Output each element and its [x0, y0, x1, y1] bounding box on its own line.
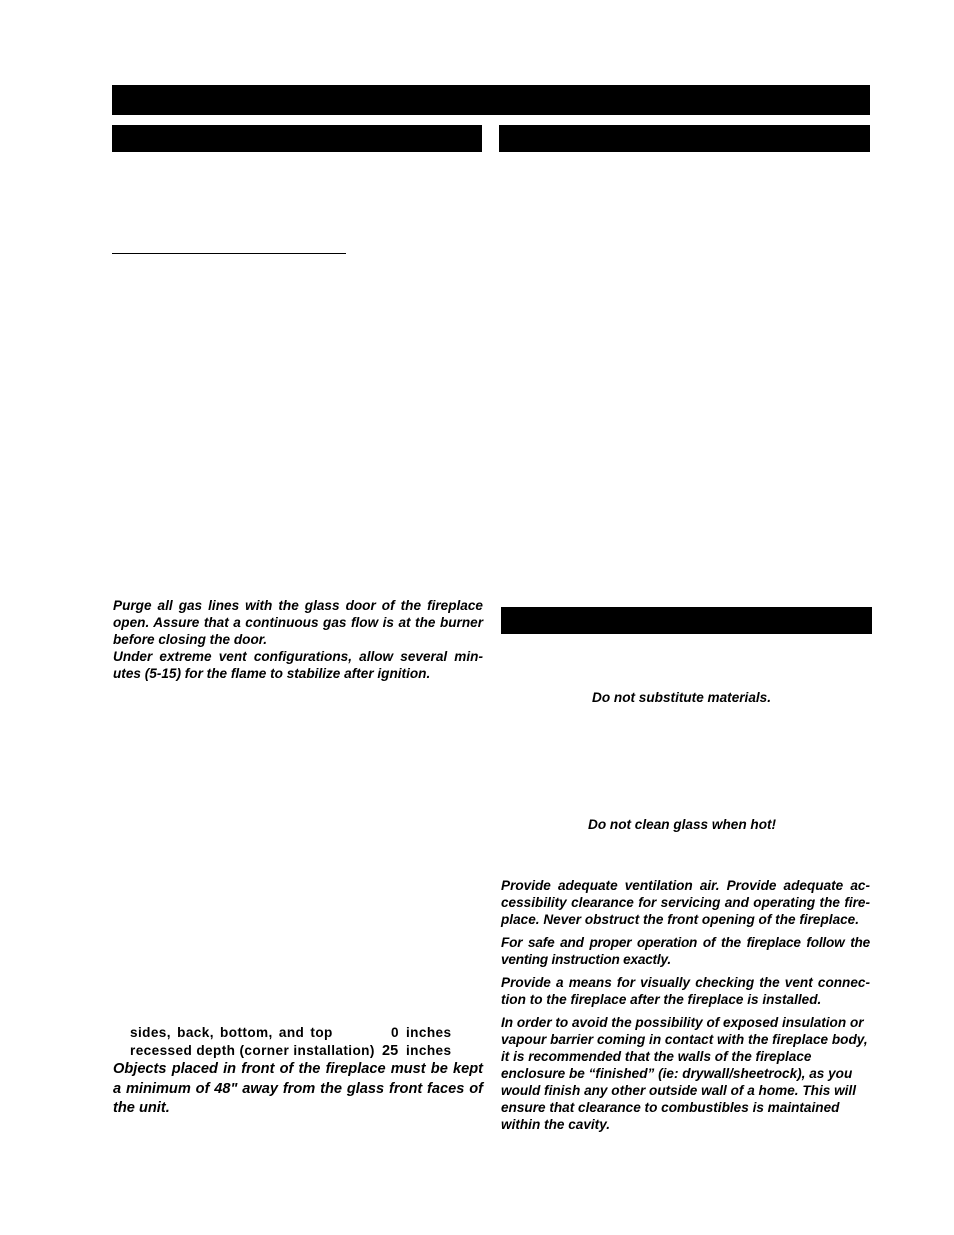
right-lower-section-header-bar — [501, 607, 872, 634]
clearances-list — [130, 1024, 470, 1060]
left-underline-rule — [112, 253, 346, 254]
no-substitute-note: Do not substitute materials. — [592, 690, 772, 705]
left-section-header-bar — [112, 125, 482, 152]
purge-note-1: Purge all gas lines with the glass door of the fireplace open. Assure that a continuous gas flow is at the burner before closing the door. — [113, 598, 483, 647]
clearance-value: 0 — [391, 1025, 399, 1040]
right-section-header-bar — [499, 125, 870, 152]
safety-note-ventilation: Provide adequate ventilation air. Provide adequate ac-cessibility clearance for servicing and operating the fire-place. Never obstruct the front opening of the fireplace. — [501, 878, 870, 927]
objects-note-text: Objects placed in front of the fireplace must be kept a minimum of 48" away from the glass front faces of the unit. — [113, 1061, 483, 1116]
safety-note-venting: For safe and proper operation of the fireplace follow the venting instruction exactly. — [501, 935, 870, 967]
top-header-bar — [112, 85, 870, 115]
clearance-label: recessed depth (corner installation) — [130, 1043, 375, 1058]
clearance-row — [130, 1042, 470, 1060]
objects-note — [113, 1060, 483, 1119]
safety-note-enclosure: In order to avoid the possibility of exposed insulation or vapour barrier coming in contact with the fireplace body, it is recommended that the walls of the fireplace enclosure be “finished” (ie: drywall/sheetrock), as you would finish any other outside wall of a home. This will ensure that clearance to combustibles is maintained within the cavity. — [501, 1015, 868, 1132]
clearance-value: 25 — [382, 1043, 399, 1059]
no-clean-hot-note: Do not clean glass when hot! — [588, 817, 777, 832]
clearance-label: sides, back, bottom, and top — [130, 1025, 333, 1040]
clearance-unit: inches — [406, 1025, 452, 1040]
purge-note-2: Under extreme vent configurations, allow several min-utes (5-15) for the flame to stabilize after ignition. — [113, 649, 483, 681]
clearance-row — [130, 1024, 470, 1042]
safety-notes — [501, 877, 870, 1133]
purge-notes — [113, 597, 483, 682]
clearance-unit: inches — [406, 1043, 452, 1058]
safety-note-vent-check: Provide a means for visually checking the vent connec-tion to the fireplace after the fireplace is installed. — [501, 975, 870, 1007]
